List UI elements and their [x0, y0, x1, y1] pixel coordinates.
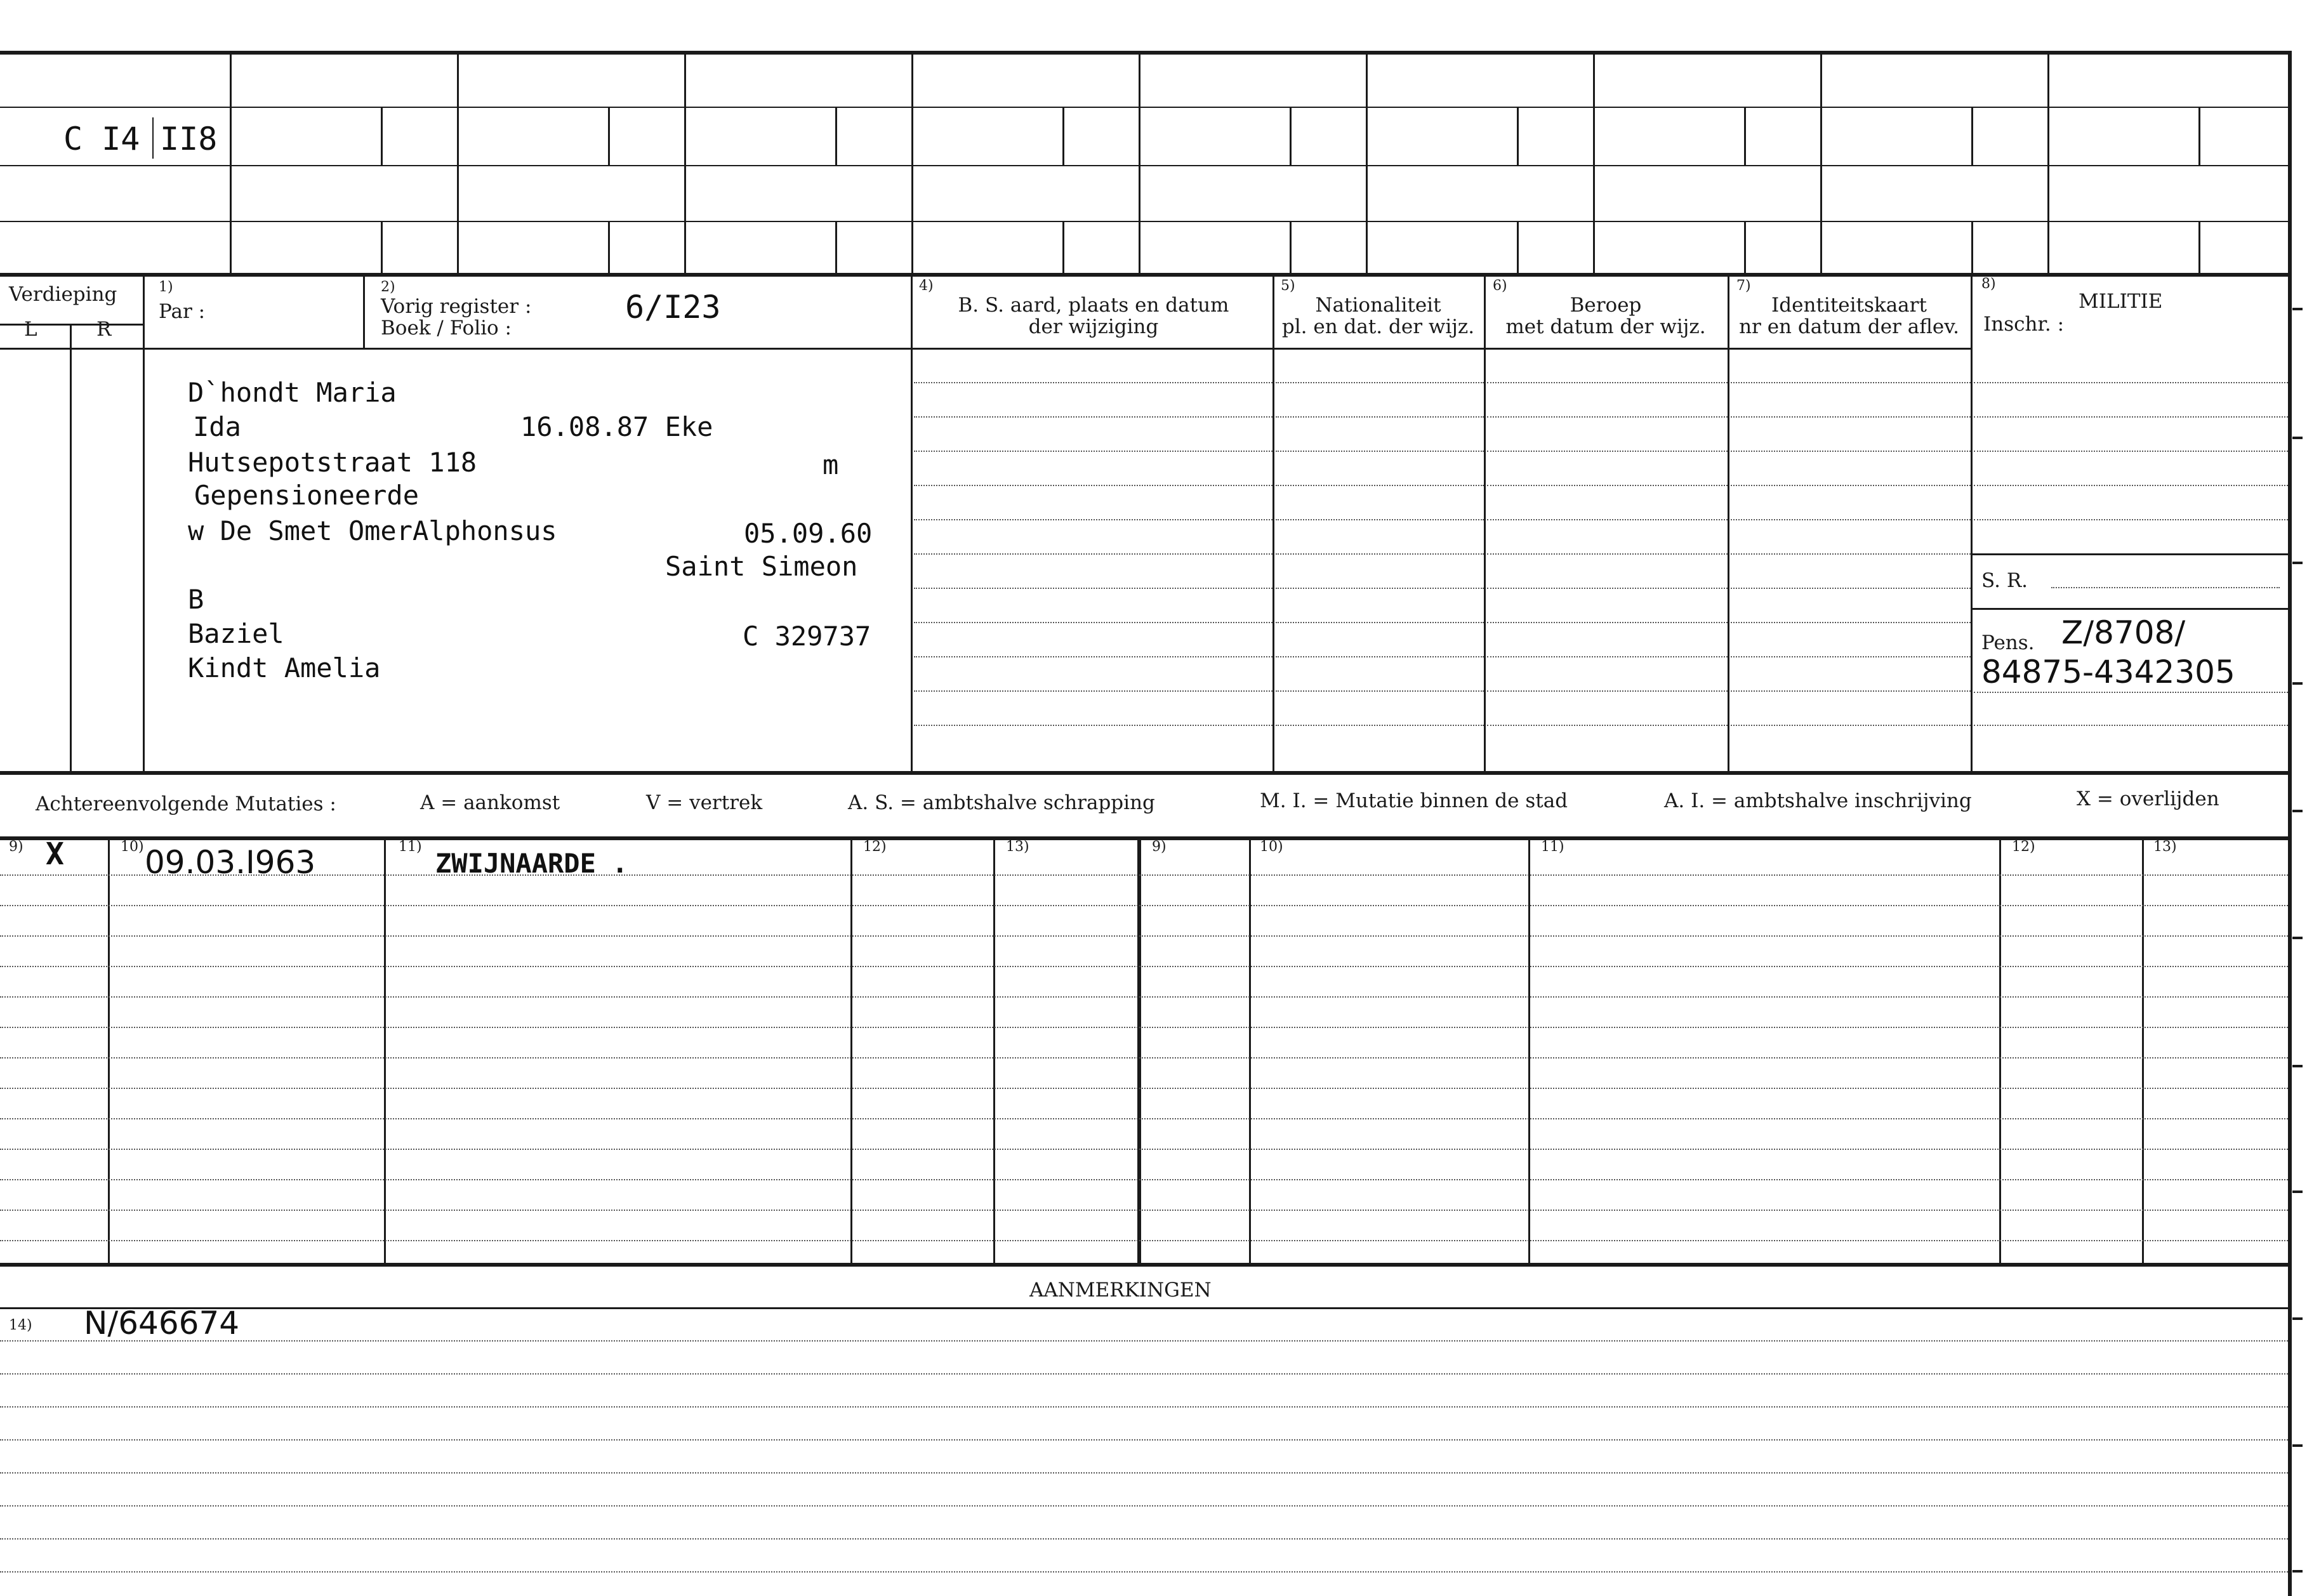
legend-overlijden: X = overlijden — [2077, 788, 2219, 810]
legend-vertrek: V = vertrek — [646, 791, 763, 814]
pens-value-2: 84875-4342305 — [1981, 654, 2235, 690]
mut-col-12-number: 12) — [863, 839, 887, 855]
nationaliteit-header-line2: pl. en dat. der wijz. — [1281, 315, 1475, 338]
person-birth: 16.08.87 Eke — [520, 411, 713, 442]
legend-title: Achtereenvolgende Mutaties : — [36, 793, 336, 815]
col-7-number: 7) — [1736, 278, 1751, 294]
mut-col-13b-number: 13) — [2153, 839, 2177, 855]
person-surname-first: D`hondt Maria — [188, 377, 397, 408]
militie-header: MILITIE — [2079, 290, 2163, 313]
par-label: Par : — [159, 300, 206, 323]
person-sex: m — [823, 449, 839, 480]
person-spouse-date: 05.09.60 — [744, 518, 873, 549]
person-father: Baziel — [188, 618, 284, 649]
person-nationality: B — [188, 584, 204, 615]
pens-value-1: Z/8708/ — [2061, 614, 2186, 651]
mut-col-9-number: 9) — [9, 839, 23, 855]
bs-header-line1: B. S. aard, plaats en datum — [958, 294, 1229, 317]
mut-col-9b-number: 9) — [1152, 839, 1167, 855]
col-8-number: 8) — [1981, 276, 1996, 292]
person-address: Hutsepotstraat 118 — [188, 447, 477, 478]
mut-col-12b-number: 12) — [2012, 839, 2035, 855]
mut-col-10-number: 10) — [121, 839, 144, 855]
vorig-register-value: 6/I23 — [625, 289, 721, 326]
col-2-number: 2) — [381, 279, 395, 295]
mut-col-10b-number: 10) — [1260, 839, 1283, 855]
person-id-card: C 329737 — [743, 621, 871, 652]
register-code: C I4 — [63, 121, 140, 157]
mutation-date: 09.03.I963 — [145, 844, 316, 881]
remarks-title: AANMERKINGEN — [1029, 1279, 1212, 1302]
legend-mutatie-binnen-stad: M. I. = Mutatie binnen de stad — [1260, 789, 1568, 812]
vorig-register-label: Vorig register : — [381, 295, 532, 318]
inschrijving-label: Inschr. : — [1983, 313, 2065, 336]
legend-aankomst: A = aankomst — [420, 791, 560, 814]
identiteitskaart-header-line1: Identiteitskaart — [1771, 294, 1927, 317]
register-number: II8 — [160, 121, 218, 157]
pens-label: Pens. — [1981, 631, 2035, 654]
legend-ambtshalve-inschrijving: A. I. = ambtshalve inschrijving — [1664, 789, 1972, 812]
person-second-name: Ida — [193, 411, 241, 442]
mutation-type: X — [46, 836, 64, 872]
mutation-place: ZWIJNAARDE . — [435, 848, 628, 879]
remarks-number: 14) — [9, 1317, 32, 1333]
legend-ambtshalve-schrapping: A. S. = ambtshalve schrapping — [848, 791, 1155, 814]
identiteitskaart-header-line2: nr en datum der aflev. — [1739, 315, 1959, 338]
mut-col-11-number: 11) — [399, 839, 422, 855]
beroep-header-line2: met datum der wijz. — [1505, 315, 1706, 338]
boek-folio-label: Boek / Folio : — [381, 317, 512, 340]
bs-header-line2: der wijziging — [1028, 315, 1159, 338]
nationaliteit-header-line1: Nationaliteit — [1315, 294, 1441, 317]
col-1-number: 1) — [159, 279, 173, 295]
mut-col-13-number: 13) — [1006, 839, 1029, 855]
verdieping-right-label: R — [96, 318, 112, 341]
person-spouse-place: Saint Simeon — [665, 551, 858, 582]
remarks-value: N/646674 — [84, 1305, 240, 1342]
col-4-number: 4) — [919, 278, 934, 294]
col-6-number: 6) — [1493, 278, 1507, 294]
col-5-number: 5) — [1281, 278, 1295, 294]
person-occupation: Gepensioneerde — [194, 480, 420, 511]
mut-col-11b-number: 11) — [1541, 839, 1564, 855]
beroep-header-line1: Beroep — [1570, 294, 1642, 317]
verdieping-label: Verdieping — [9, 283, 117, 306]
person-mother: Kindt Amelia — [188, 652, 381, 683]
person-spouse: w De Smet OmerAlphonsus — [188, 515, 557, 546]
verdieping-left-label: L — [24, 318, 37, 341]
sr-label: S. R. — [1981, 569, 2028, 592]
